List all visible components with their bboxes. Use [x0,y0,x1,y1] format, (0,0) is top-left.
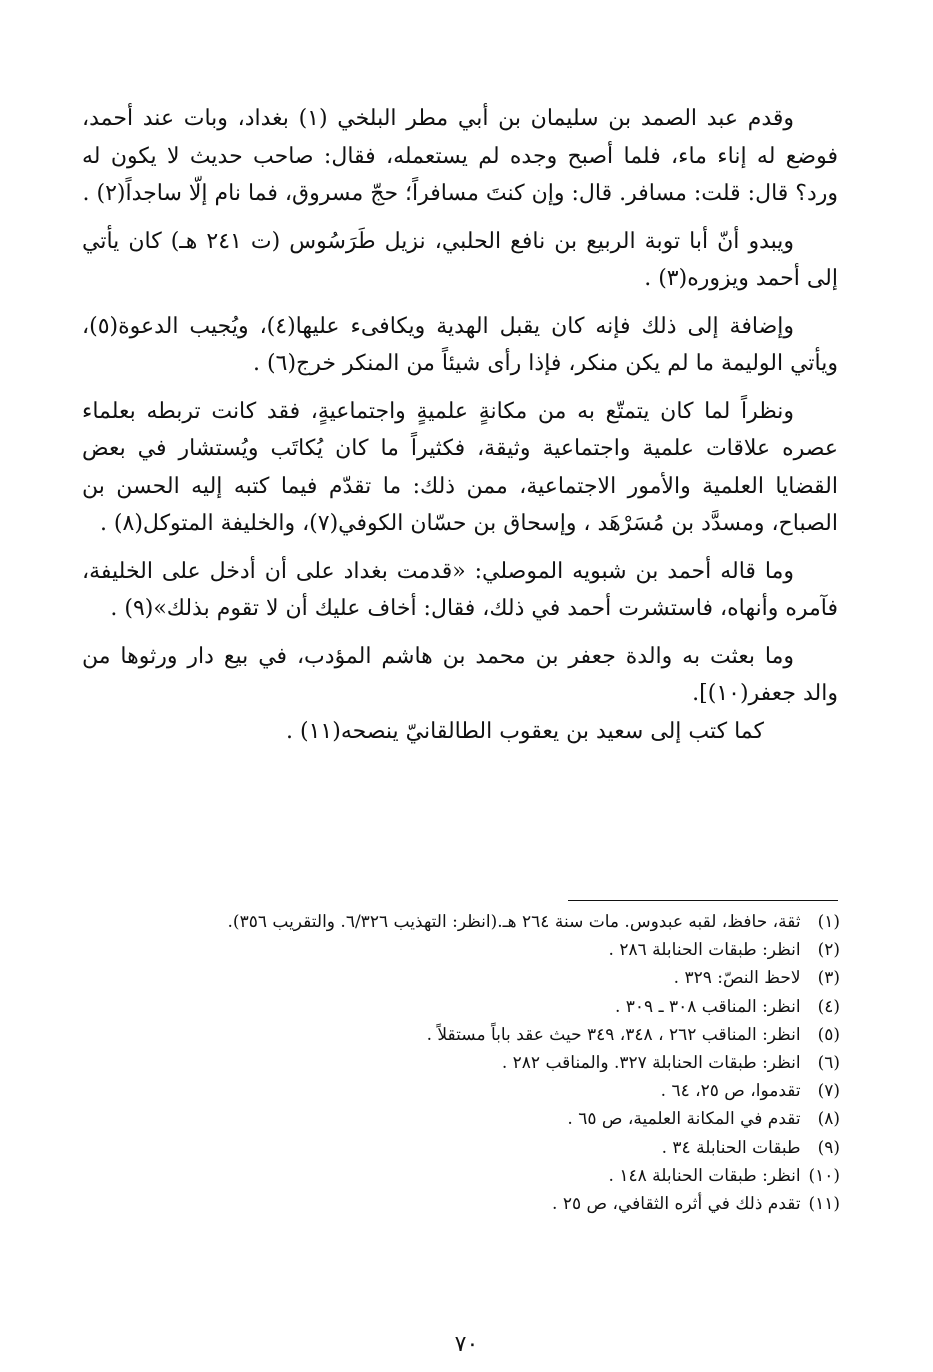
paragraph-ibn-shabwayh: وما قاله أحمد بن شبويه الموصلي: «قدمت بغداد على أن أدخل على الخليفة، فآمره وأنهاه، فاستشرت أحمد في ذلك، فقال: أخاف عليك أن لا تقوم بذلك»(٩) . [82,558,838,621]
paragraph-jafar-mother: وما بعثت به والدة جعفر بن محمد بن هاشم المؤدب، في بيع دار ورثوها من والد جعفر(١٠)]. [82,643,838,706]
footnote-item [110,1162,840,1190]
footnote-text: طبقات الحنابلة ٣٤ . [661,1137,801,1158]
footnote-item [110,1134,840,1162]
footnote-number: (٢) [817,940,840,961]
footnote-text: لاحظ النصّ: ٣٢٩ . [673,968,801,989]
footnote-number: (١٠) [808,1165,840,1186]
paragraph-gifts: وإضافة إلى ذلك فإنه كان يقبل الهدية ويكافىء عليها(٤)، ويُجيب الدعوة(٥)، ويأتي الوليمة ما لم يكن منكر، فإذا رأى شيئاً من المنكر خرج(٦) . [82,313,838,376]
footnotes-list [110,908,840,1218]
paragraph-abd-al-samad: وقدم عبد الصمد بن سليمان بن أبي مطر البلخي (١) بغداد، وبات عند أحمد، فوضع له إناء ماء، فلما أصبح وجده لم يستعمله، فقال: صاحب حديث لا يكون له ورد؟ قال: قلت: مسافر. قال: وإن كنتَ مسافراً؛ حجّ مسروق، فما نام إلّا ساجداً(٢) . [82,106,838,206]
footnote-number: (٥) [817,1024,840,1045]
footnote-text: تقدم في المكانة العلمية، ص ٦٥ . [567,1109,801,1130]
footnote-text: تقدموا، ص ٢٥، ٦٤ . [660,1081,801,1102]
paragraph-abu-tawba: ويبدو أنّ أبا توبة الربيع بن نافع الحلبي، نزيل طَرَسُوس (ت ٢٤١ هـ) كان يأتي إلى أحمد ويزوره(٣) . [82,228,838,291]
footnote-item [110,1021,840,1049]
footnote-text: تقدم ذلك في أثره الثقافي، ص ٢٥ . [552,1194,801,1215]
footnote-item [110,1077,840,1105]
footnote-item [110,936,840,964]
footnote-text: انظر: المناقب ٢٦٢ ، ٣٤٨، ٣٤٩ حيث عقد باباً مستقلاً . [426,1024,801,1045]
footnote-number: (٤) [817,996,840,1017]
footnote-text: انظر: طبقات الحنابلة ٣٢٧. والمناقب ٢٨٢ . [501,1053,801,1074]
footnote-text: انظر: المناقب ٣٠٨ ـ ٣٠٩ . [614,996,801,1017]
footnote-item [110,1105,840,1133]
paragraph-talaqani: كما كتب إلى سعيد بن يعقوب الطالقانيّ ينصحه(١١) . [286,718,764,744]
footnote-text: انظر: طبقات الحنابلة ١٤٨ . [608,1165,801,1186]
footnote-number: (٦) [817,1053,840,1074]
footnote-item [110,908,840,936]
paragraph-correspondence: ونظراً لما كان يتمتّع به من مكانةٍ علميةٍ واجتماعيةٍ، فقد كانت تربطه بعلماء عصره علاقات علمية واجتماعية وثيقة، فكثيراً ما كان يُكاتَب ويُستشار في بعض القضايا العلمية والأمور الاجتماعية، ممن ذلك: ما تقدّم فيما كتبه إليه الحسن بن الصباح، ومسدَّد بن مُسَرْهَد ، وإسحاق بن حسّان الكوفي(٧)، والخليفة المتوكل(٨) . [82,398,838,536]
footnote-number: (٨) [817,1109,840,1130]
main-text [82,100,838,750]
footnote-item [110,993,840,1021]
page-number: ٧٠ [454,1332,479,1357]
footnote-text: ثقة، حافظ، لقبه عبدوس. مات سنة ٢٦٤ هـ.(انظر: التهذيب ٦/٣٢٦. والتقريب ٣٥٦). [227,912,801,932]
footnote-text: انظر: طبقات الحنابلة ٢٨٦ . [608,940,801,961]
footnote-divider [568,900,838,901]
footnote-item [110,964,840,992]
footnote-number: (٩) [817,1137,840,1158]
footnote-number: (٣) [817,968,840,989]
footnote-number: (١١) [808,1194,840,1215]
footnote-item [110,1190,840,1218]
footnote-item [110,1049,840,1077]
footnote-number: (١) [817,912,840,932]
footnote-number: (٧) [817,1081,840,1102]
